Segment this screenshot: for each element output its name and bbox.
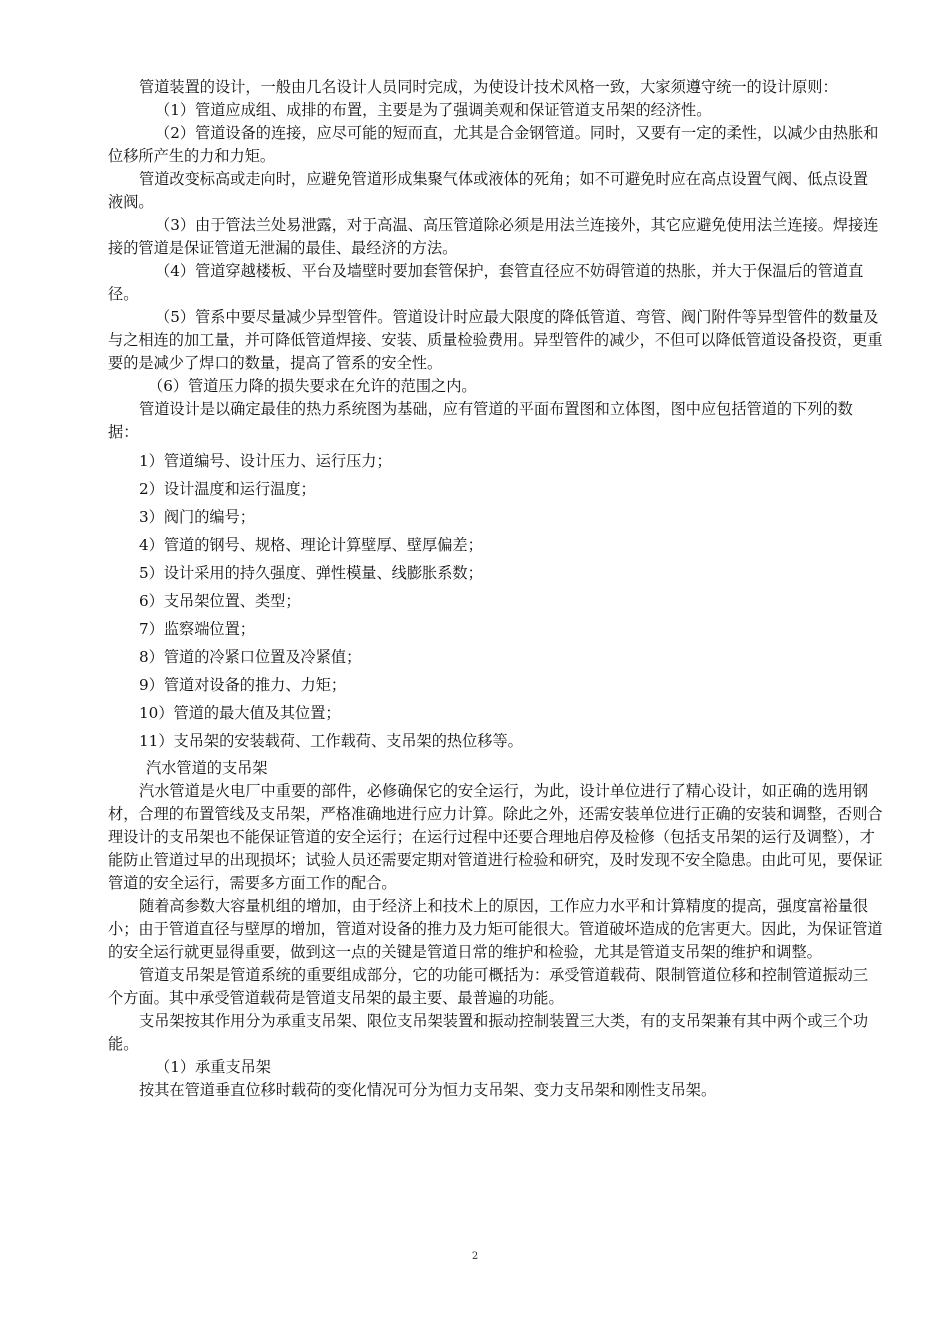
list-item: 3）阀门的编号； [139,508,255,526]
list-item: 4）管道的钢号、规格、理论计算壁厚、壁厚偏差； [139,536,483,554]
paragraph-intro: 管道装置的设计，一般由几名设计人员同时完成，为使设计技术风格一致，大家须遵守统一的设计原则： [139,78,838,96]
paragraph-load-bearing: 按其在管道垂直位移时载荷的变化情况可分为恒力支吊架、变力支吊架和刚性支吊架。 [139,1081,717,1099]
list-item: 9）管道对设备的推力、力矩； [139,676,347,694]
list-item: 7）监察端位置； [139,620,255,638]
subheading: （1）承重支吊架 [155,1058,271,1076]
list-item: 10）管道的最大值及其位置； [139,704,341,722]
paragraph-principle-1: （1）管道应成组、成排的布置，主要是为了强调美观和保证管道支吊架的经济性。 [155,101,712,119]
paragraph-elevation: 管道改变标高或走向时，应避免管道形成集聚气体或液体的死角；如不可避免时应在高点设置气阀、低点设置液阀。 [108,170,868,211]
paragraph-high-parameter: 随着高参数大容量机组的增加，由于经济上和技术上的原因，工作应力水平和计算精度的提高，强度富裕量很小；由于管道直径与壁厚的增加，管道对设备的推力及力矩可能很大。管道破坏造成的危害更大。因此，为保证管道的安全运行就更显得重要，做到这一点的关键是管道日常的维护和检验，尤其是管道支吊架的维护和调整。 [108,897,883,961]
page-body [108,76,883,1102]
paragraph-principle-5: （5）管系中要尽量减少异型管件。管道设计时应最大限度的降低管道、弯管、阀门附件等异型管件的数量及与之相连的加工量，并可降低管道焊接、安装、质量检验费用。异型管件的减少，不但可以降低管道设备投资，更重要的是减少了焊口的数量，提高了管系的安全性。 [108,308,883,372]
list-item: 2）设计温度和运行温度； [139,480,316,498]
section-title: 汽水管道的支吊架 [146,759,268,777]
page-number: 2 [471,1251,479,1262]
list-item: 5）设计采用的持久强度、弹性模量、线膨胀系数； [139,564,483,582]
list-item: 6）支吊架位置、类型； [139,592,301,610]
paragraph-principle-4: （4）管道穿越楼板、平台及墙壁时要加套管保护，套管直径应不妨碍管道的热胀，并大于保温后的管道直径。 [108,262,864,303]
design-data-list [108,447,883,755]
list-item: 11）支吊架的安装载荷、工作载荷、支吊架的热位移等。 [139,732,523,750]
paragraph-design-data: 管道设计是以确定最佳的热力系统图为基础，应有管道的平面布置图和立体图，图中应包括管道的下列的数据： [108,400,853,441]
paragraph-principle-6: （6）管道压力降的损失要求在允许的范围之内。 [148,377,477,395]
paragraph-principle-2: （2）管道设备的连接，应尽可能的短而直，尤其是合金钢管道。同时，又要有一定的柔性，以减少由热胀和位移所产生的力和力矩。 [108,124,879,165]
list-item: 1）管道编号、设计压力、运行压力； [139,452,392,470]
paragraph-principle-3: （3）由于管法兰处易泄露，对于高温、高压管道除必须是用法兰连接外，其它应避免使用法兰连接。焊接连接的管道是保证管道无泄漏的最佳、最经济的方法。 [108,216,879,257]
paragraph-support-function: 管道支吊架是管道系统的重要组成部分，它的功能可概括为：承受管道载荷、限制管道位移和控制管道振动三个方面。其中承受管道载荷是管道支吊架的最主要、最普遍的功能。 [108,966,868,1007]
list-item: 8）管道的冷紧口位置及冷紧值； [139,648,362,666]
paragraph-steam-pipe: 汽水管道是火电厂中重要的部件，必修确保它的安全运行，为此，设计单位进行了精心设计，如正确的选用钢材，合理的布置管线及支吊架，严格准确地进行应力计算。除此之外，还需安装单位进行正确的安装和调整，否则合理设计的支吊架也不能保证管道的安全运行；在运行过程中还要合理地启停及检修（包括支吊架的运行及调整），才能防止管道过早的出现损坏；试验人员还需要定期对管道进行检验和研究，及时发现不安全隐患。由此可见，要保证管道的安全运行，需要多方面工作的配合。 [108,782,883,892]
paragraph-support-types: 支吊架按其作用分为承重支吊架、限位支吊架装置和振动控制装置三大类，有的支吊架兼有其中两个或三个功能。 [108,1012,868,1053]
